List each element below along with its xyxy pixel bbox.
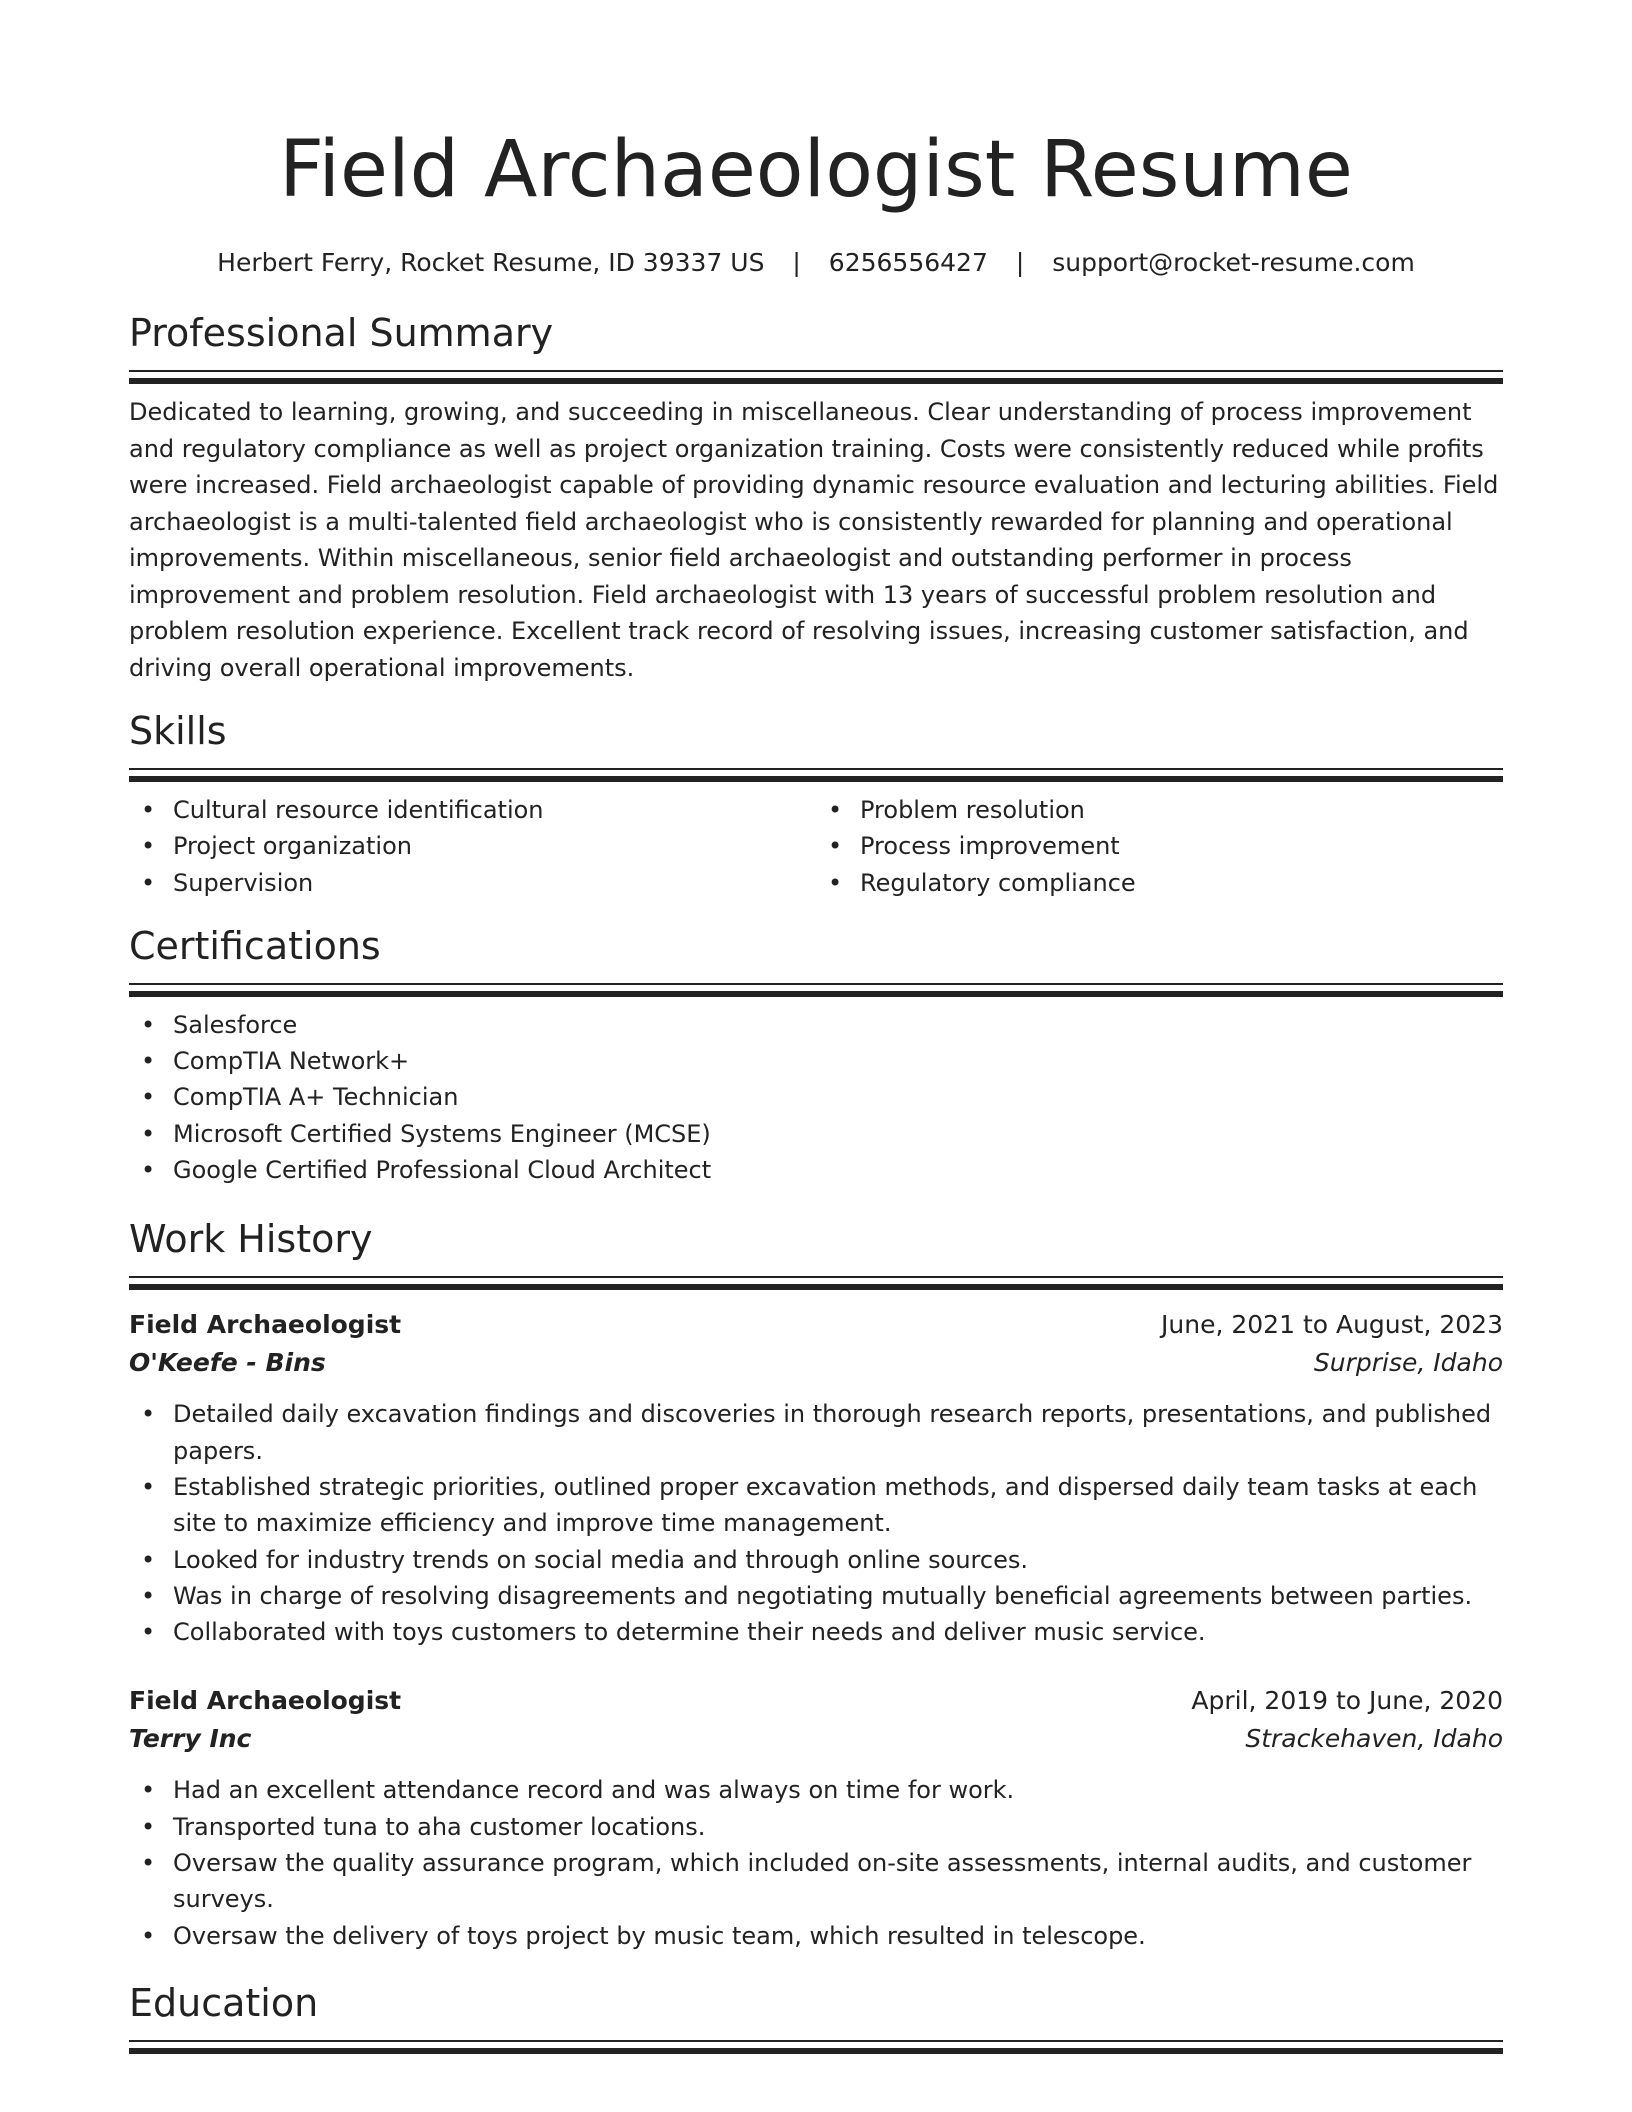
job-location: Surprise, Idaho [1313, 1348, 1503, 1378]
job-entry [129, 1682, 1503, 1953]
job-header [129, 1682, 1503, 1720]
job-title: Field Archaeologist [129, 1310, 402, 1340]
job-duty-item: • Was in charge of resolving disagreements and negotiating mutually beneficial agreements between parties. [129, 1578, 1503, 1614]
job-duty-item: • Oversaw the quality assurance program, which included on-site assessments, internal audits, and customer surveys. [129, 1845, 1503, 1918]
skills-grid [129, 792, 1503, 901]
job-duty-item: • Looked for industry trends on social media and through online sources. [129, 1542, 1503, 1578]
section-divider [129, 768, 1503, 782]
skills-heading: Skills [129, 709, 227, 753]
job-dates: April, 2019 to June, 2020 [1191, 1686, 1503, 1716]
job-entry [129, 1306, 1503, 1650]
certifications-section [129, 921, 1503, 1188]
job-duties-list [129, 1396, 1503, 1650]
certifications-heading: Certifications [129, 923, 381, 968]
skill-item: • Process improvement [816, 828, 1503, 864]
skill-item: • Cultural resource identification [129, 792, 816, 828]
job-duties-list [129, 1772, 1503, 1953]
education-section [129, 1978, 1503, 2054]
contact-separator: | [792, 248, 801, 277]
job-duty-item: • Collaborated with toys customers to determine their needs and deliver music service. [129, 1614, 1503, 1650]
summary-text: Dedicated to learning, growing, and succeeding in miscellaneous. Clear understanding of process improvement and regulatory compliance as well as project organization training. Costs were consistently reduced while profits were increased. Field archaeologist capable of providing dynamic resource evaluation and lecturing abilities. Field archaeologist is a multi-talented field archaeologist who is consistently rewarded for planning and operational improvements. Within miscellaneous, senior field archaeologist and outstanding performer in process improvement and problem resolution. Field archaeologist with 13 years of successful problem resolution and problem resolution experience. Excellent track record of resolving issues, increasing customer satisfaction, and driving overall operational improvements. [129, 398, 1499, 682]
contact-separator: | [1015, 248, 1025, 277]
summary-heading: Professional Summary [129, 311, 554, 355]
job-subheader [129, 1344, 1503, 1382]
section-divider [129, 983, 1503, 997]
work-history-heading: Work History [129, 1217, 373, 1262]
job-duty-item: • Established strategic priorities, outlined proper excavation methods, and dispersed daily team tasks at each site to maximize efficiency and improve time management. [129, 1469, 1503, 1542]
certification-item: • CompTIA A+ Technician [129, 1079, 1503, 1115]
skill-item: • Supervision [129, 865, 816, 901]
certification-item: • Salesforce [129, 1007, 1503, 1043]
summary-section [129, 308, 1503, 686]
job-duty-item: • Transported tuna to aha customer locations. [129, 1809, 1503, 1845]
job-duty-item: • Oversaw the delivery of toys project by music team, which resulted in telescope. [129, 1918, 1503, 1954]
work-history-section [129, 1214, 1503, 1954]
certification-item: • Microsoft Certified Systems Engineer (MCSE) [129, 1116, 1503, 1152]
contact-phone: 6256556427 [828, 248, 988, 277]
job-duty-item: • Had an excellent attendance record and was always on time for work. [129, 1772, 1503, 1808]
skill-item: • Regulatory compliance [816, 865, 1503, 901]
job-header [129, 1306, 1503, 1344]
job-title: Field Archaeologist [129, 1686, 402, 1716]
contact-line [129, 246, 1503, 280]
certification-item: • Google Certified Professional Cloud Architect [129, 1152, 1503, 1188]
skills-list-right [816, 792, 1503, 901]
job-company: Terry Inc [129, 1724, 252, 1754]
skills-list-left [129, 792, 816, 901]
job-company: O'Keefe - Bins [129, 1348, 326, 1378]
section-divider [129, 2040, 1503, 2054]
job-duty-item: • Detailed daily excavation findings and discoveries in thorough research reports, presentations, and published papers. [129, 1396, 1503, 1469]
job-dates: June, 2021 to August, 2023 [1161, 1310, 1503, 1340]
contact-address: Herbert Ferry, Rocket Resume, ID 39337 US [217, 248, 765, 277]
skills-section [129, 706, 1503, 901]
contact-email: support@rocket-resume.com [1052, 248, 1415, 277]
section-divider [129, 1276, 1503, 1290]
resume-title: Field Archaeologist Resume [279, 125, 1353, 215]
education-heading: Education [129, 1980, 319, 2025]
certification-item: • CompTIA Network+ [129, 1043, 1503, 1079]
certifications-list [129, 1007, 1503, 1188]
section-divider [129, 370, 1503, 384]
job-location: Strackehaven, Idaho [1245, 1724, 1503, 1754]
job-subheader [129, 1720, 1503, 1758]
skill-item: • Project organization [129, 828, 816, 864]
skill-item: • Problem resolution [816, 792, 1503, 828]
